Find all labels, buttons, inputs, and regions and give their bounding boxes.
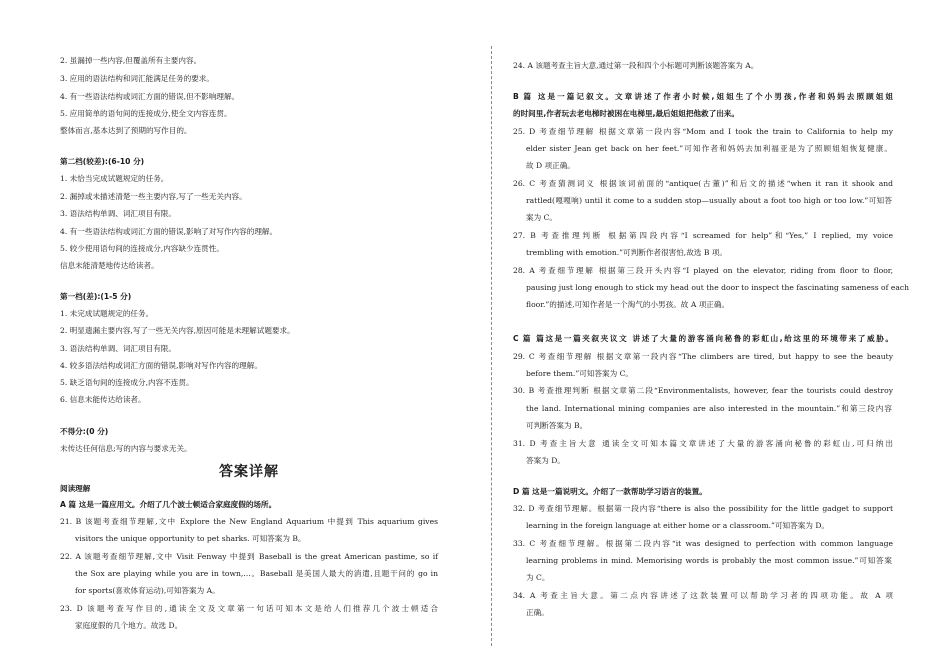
answer-33-cont: learning problems in mind. Memorising words is probably the most common issue.”可知答案 [526, 556, 892, 565]
answer-25: 25. D 考查细节理解 根据文章第一段内容“Mom and I took the train to California to help my [513, 127, 893, 136]
answer-22-cont: the Sox are playing while you are in town,…。Baseball 是美国人最大的消遣,且题干问的 go in [75, 569, 438, 578]
criteria-line: 1. 未恰当完成试题规定的任务。 [60, 174, 169, 183]
passage-b-heading-cont: 的时间里,作者玩去老电梯时被困在电梯里,最后姐姐把他救了出来。 [513, 109, 739, 118]
passage-a-heading: A 篇 这是一篇应用文。介绍了几个波士顿适合家庭度假的场所。 [60, 500, 277, 509]
answer-26-cont: rattled(嘎嘎响) until it come to a sudden stop—usually about a foot too high or too low.”可知答 [526, 196, 892, 205]
answer-26: 26. C 考查猜测词义 根据该词前面的“antique(古董)”和后文的描述“when it ran it shook and [513, 179, 893, 188]
answer-31: 31. D 考查主旨大意 通读全文可知本篇文章讲述了大量的游客涌向秘鲁的彩虹山,可归纳出 [513, 439, 893, 448]
answer-23-cont: 家庭度假的几个地方。故选 D。 [75, 621, 183, 630]
criteria-line: 整体而言,基本达到了预期的写作目的。 [60, 126, 192, 135]
answer-27: 27. B 考查推理判断 根据第四段内容“I screamed for help”和“Yes,” I replied, my voice [513, 231, 893, 240]
answer-28: 28. A 考查细节理解 根据第三段开头内容“I played on the elevator, riding from floor to floor, [513, 266, 893, 275]
criteria-line: 4. 有一些语法结构或词汇方面的错误,但不影响理解。 [60, 92, 240, 101]
answer-28-cont: floor.”的描述,可知作者是一个淘气的小男孩。故 A 项正确。 [526, 300, 730, 309]
criteria-line: 4. 有一些语法结构或词汇方面的错误,影响了对写作内容的理解。 [60, 227, 278, 236]
answer-32: 32. D 考查细节理解。根据第一段内容“there is also the possibility for the little gadget to support [513, 504, 893, 513]
answer-30-cont: 可判断答案为 B。 [526, 421, 588, 430]
criteria-line: 5. 应用简单的语句间的连接成分,使全文内容连贯。 [60, 109, 232, 118]
answer-25-cont: 故 D 项正确。 [526, 161, 575, 170]
answer-details-title: 答案详解 [219, 464, 279, 480]
criteria-line: 3. 语法结构单调、词汇项目有限。 [60, 209, 176, 218]
answer-30-cont: the land. International mining companies are also interested in the mountain.”和第三段内容 [526, 404, 892, 413]
criteria-line: 2. 虽漏掉一些内容,但覆盖所有主要内容。 [60, 56, 202, 65]
answer-25-cont: elder sister Jean get back on her feet.”可知作者和妈妈去加利福亚是为了照顾姐姐恢复健康。 [526, 144, 892, 153]
answer-34-cont: 正确。 [526, 608, 549, 617]
answer-30: 30. B 考查推理判断 根据文章第二段“Environmentalists, however, fear the tourists could destroy [513, 386, 893, 395]
criteria-line: 1. 未完成试题规定的任务。 [60, 309, 154, 318]
criteria-line: 信息未能清楚地传达给读者。 [60, 261, 159, 270]
criteria-line: 5. 缺乏语句间的连接成分,内容不连贯。 [60, 378, 194, 387]
answer-24: 24. A 该题考查主旨大意,通过第一段和四个小标题可判断该题答案为 A。 [513, 61, 759, 70]
criteria-line: 3. 应用的语法结构和词汇能满足任务的要求。 [60, 74, 214, 83]
passage-d-heading: D 篇 这是一篇说明文。介绍了一款帮助学习语言的装置。 [513, 487, 707, 496]
answer-34: 34. A 考查主旨大意。第二点内容讲述了这款装置可以帮助学习者的四项功能。故 A 项 [513, 591, 893, 600]
answer-22: 22. A 该题考查细节理解,文中 Visit Fenway 中提到 Baseball is the great American pastime, so if [60, 552, 438, 561]
passage-b-heading: B 篇 这是一篇记叙文。文章讲述了作者小时候,姐姐生了个小男孩,作者和妈妈去照顾姐姐 [513, 92, 893, 101]
answer-23: 23. D 该题考查写作目的,通读全文及文章第一句话可知本文是给人们推荐几个波士顿适合 [60, 604, 438, 613]
criteria-line: 4. 较多语法结构或词汇方面的错误,影响对写作内容的理解。 [60, 361, 262, 370]
answer-28-cont: pausing just long enough to stick my head out the door to inspect the fascinating sameness of each [526, 283, 909, 292]
answer-29: 29. C 考查细节理解 根据文章第一段内容“The climbers are tired, but happy to see the beauty [513, 352, 893, 361]
answer-33-cont: 为 C。 [526, 573, 550, 582]
answer-22-cont: for sports(喜欢体育运动),可知答案为 A。 [75, 586, 220, 595]
criteria-line: 3. 语法结构单调、词汇项目有限。 [60, 344, 176, 353]
criteria-line: 未传达任何信息;写的内容与要求无关。 [60, 444, 192, 453]
answer-29-cont: before them.”可知答案为 C。 [526, 369, 633, 378]
passage-c-heading: C 篇 篇这是一篇夹叙夹议文 讲述了大量的游客涌向秘鲁的彩虹山,给这里的环境带来了威胁。 [513, 334, 893, 343]
grade-2-heading: 第二档(较差):(6-10 分) [60, 157, 145, 166]
reading-heading: 阅读理解 [60, 484, 91, 493]
column-divider [491, 46, 492, 646]
answer-32-cont: learning in the foreign language at either home or a classroom.”可知答案为 D。 [526, 521, 830, 530]
answer-31-cont: 答案为 D。 [526, 456, 565, 465]
answer-33: 33. C 考查细节理解。根据第二段内容“it was designed to perfection with common language [513, 539, 893, 548]
zero-score-heading: 不得分:(0 分) [60, 427, 109, 436]
criteria-line: 2. 明显遗漏主要内容,写了一些无关内容,原因可能是未理解试题要求。 [60, 326, 295, 335]
answer-27-cont: trembling with emotion.”可判断作者很害怕,故选 B 项。 [526, 248, 727, 257]
criteria-line: 5. 较少使用语句间的连接成分,内容缺少连贯性。 [60, 244, 224, 253]
answer-21-cont: visitors the unique opportunity to pet sharks. 可知答案为 B。 [75, 534, 306, 543]
answer-21: 21. B 该题考查细节理解,文中 Explore the New England Aquarium 中提到 This aquarium gives [60, 517, 438, 526]
grade-1-heading: 第一档(差):(1-5 分) [60, 292, 132, 301]
answer-26-cont: 案为 C。 [526, 213, 558, 222]
criteria-line: 6. 信息未能传达给读者。 [60, 395, 146, 404]
criteria-line: 2. 漏掉或未描述清楚一些主要内容,写了一些无关内容。 [60, 192, 247, 201]
